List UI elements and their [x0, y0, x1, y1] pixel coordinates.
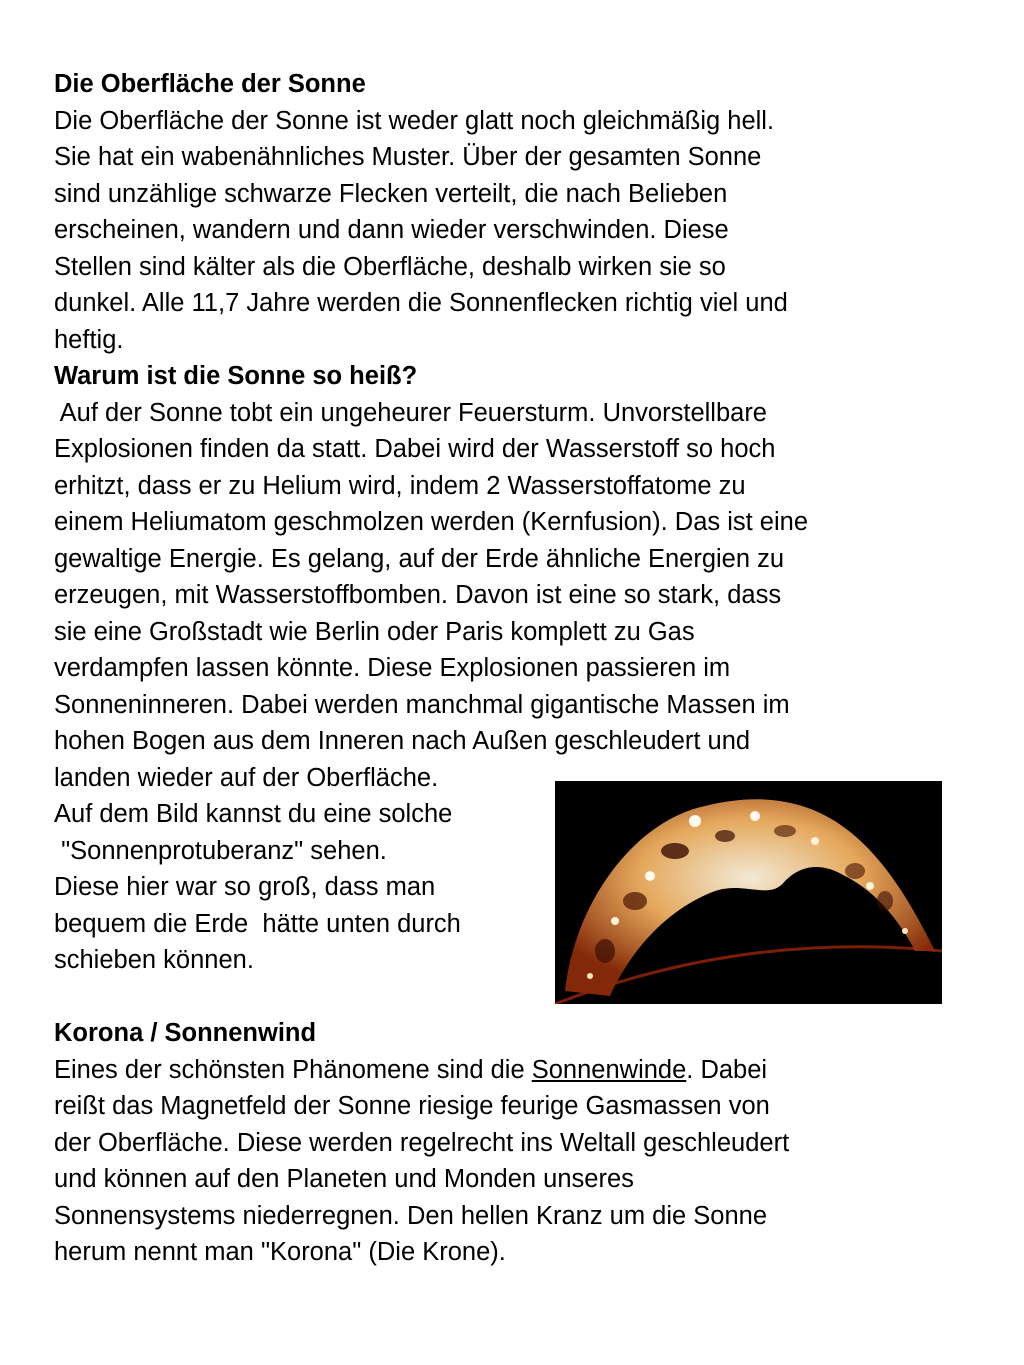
text-line: erscheinen, wandern und dann wieder verschwinden. Diese	[54, 216, 729, 244]
text-line: Sonnensystems niederregnen. Den hellen Kranz um die Sonne	[54, 1201, 768, 1230]
text-line: Diese hier war so groß, dass man	[54, 873, 436, 901]
text-line: und können auf den Planeten und Monden unseres	[54, 1165, 634, 1193]
heading-surface: Die Oberfläche der Sonne	[54, 70, 366, 98]
text-line: der Oberfläche. Diese werden regelrecht ins Weltall geschleudert	[54, 1128, 790, 1157]
document-page	[54, 66, 964, 1271]
text-line: Stellen sind kälter als die Oberfläche, deshalb wirken sie so	[54, 252, 726, 281]
text-line: Die Oberfläche der Sonne ist weder glatt noch gleichmäßig hell.	[54, 106, 775, 135]
text-line: landen wieder auf der Oberfläche.	[54, 763, 439, 792]
text-segment: Eines der schönsten Phänomene sind die	[54, 1055, 532, 1084]
text-line	[54, 1052, 964, 1089]
text-line: bequem die Erde hätte unten durch	[54, 909, 461, 938]
heading-corona: Korona / Sonnenwind	[54, 1019, 317, 1047]
sonnenwinde-link[interactable]: Sonnenwinde	[531, 1055, 687, 1084]
text-line: sie eine Großstadt wie Berlin oder Paris komplett zu Gas	[54, 617, 695, 646]
text-segment: . Dabei	[686, 1055, 768, 1084]
text-line: heftig.	[54, 325, 124, 354]
text-line: einem Heliumatom geschmolzen werden (Kernfusion). Das ist eine	[54, 508, 809, 536]
text-line: Auf dem Bild kannst du eine solche	[54, 800, 453, 828]
text-line: Auf der Sonne tobt ein ungeheurer Feuersturm. Unvorstellbare	[54, 398, 767, 427]
solar-prominence-photo	[555, 781, 942, 1004]
text-line: Explosionen finden da statt. Dabei wird der Wasserstoff so hoch	[54, 435, 776, 463]
text-line: reißt das Magnetfeld der Sonne riesige feurige Gasmassen von	[54, 1092, 770, 1120]
text-line: "Sonnenprotuberanz" sehen.	[54, 836, 387, 865]
text-line: hohen Bogen aus dem Inneren nach Außen geschleudert und	[54, 727, 751, 755]
text-line: sind unzählige schwarze Flecken verteilt, die nach Belieben	[54, 179, 728, 208]
text-line: verdampfen lassen könnte. Diese Explosionen passieren im	[54, 654, 731, 682]
text-line: herum nennt man "Korona" (Die Krone).	[54, 1238, 506, 1266]
text-line: dunkel. Alle 11,7 Jahre werden die Sonnenflecken richtig viel und	[54, 289, 788, 317]
text-line: gewaltige Energie. Es gelang, auf der Erde ähnliche Energien zu	[54, 544, 785, 573]
heading-why-hot: Warum ist die Sonne so heiß?	[54, 362, 418, 390]
text-line: Sie hat ein wabenähnliches Muster. Über der gesamten Sonne	[54, 143, 762, 171]
prominence-graphic	[555, 781, 942, 1004]
text-line: erhitzt, dass er zu Helium wird, indem 2 Wasserstoffatome zu	[54, 471, 746, 500]
text-line: Sonneninneren. Dabei werden manchmal gigantische Massen im	[54, 690, 790, 719]
text-line: schieben können.	[54, 946, 254, 974]
text-line: erzeugen, mit Wasserstoffbomben. Davon ist eine so stark, dass	[54, 581, 782, 609]
